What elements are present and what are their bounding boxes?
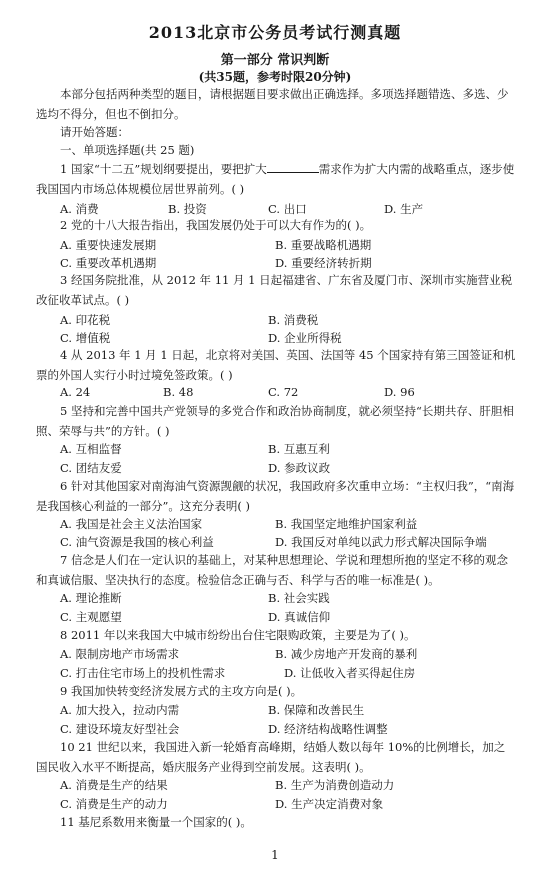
- q6-option-b: B. 我国坚定地维护国家利益: [275, 517, 418, 531]
- q10-option-c: C. 消费是生产的动力: [60, 797, 168, 811]
- start-prompt: 请开始答题：: [60, 125, 129, 139]
- q9-option-a: A. 加大投入，拉动内需: [60, 703, 180, 717]
- q1-option-c: C. 出口: [268, 202, 307, 216]
- q8-option-d: D. 让低收入者买得起住房: [284, 666, 416, 680]
- question-10: 10 21 世纪以来，我国进入新一轮婚育高峰期，结婚人数以每年 10%的比例增长，加之国民收入水平不断提高，婚庆服务产业得到空前发展。这表明( )。: [36, 740, 506, 774]
- question-6: 6 针对其他国家对南海油气资源觊觎的状况，我国政府多次重申立场：“主权归我”，“南海是我国核心利益的一部分”。这充分表明( ): [36, 479, 515, 513]
- q10-option-a: A. 消费是生产的结果: [60, 778, 168, 792]
- q3-option-a: A. 印花税: [60, 313, 111, 327]
- q5-option-a: A. 互相监督: [60, 442, 122, 456]
- instructions-paragraph: 本部分包括两种类型的题目，请根据题目要求做出正确选择。多项选择题错选、多选、少选均不得分，但也不倒扣分。: [36, 87, 509, 121]
- answer-blank: [267, 161, 319, 173]
- q4-option-b: B. 48: [163, 385, 194, 399]
- q5-option-c: C. 团结友爱: [60, 461, 122, 475]
- q9-option-d: D. 经济结构战略性调整: [268, 722, 388, 736]
- q4-option-a: A. 24: [60, 385, 91, 399]
- q7-option-a: A. 理论推断: [60, 591, 122, 605]
- q3-option-c: C. 增值税: [60, 331, 111, 345]
- q8-option-b: B. 减少房地产开发商的暴利: [275, 647, 418, 661]
- q7-option-b: B. 社会实践: [268, 591, 330, 605]
- question-9: 9 我国加快转变经济发展方式的主攻方向是( )。: [60, 684, 303, 698]
- page-number: 1: [271, 848, 279, 862]
- question-8: 8 2011 年以来我国大中城市纷纷出台住宅限购政策，主要是为了( )。: [60, 628, 416, 642]
- question-5: 5 坚持和完善中国共产党领导的多党合作和政治协商制度，就必须坚持“长期共存、肝胆相照、荣辱与共”的方针。( ): [36, 404, 514, 438]
- q9-option-b: B. 保障和改善民生: [268, 703, 365, 717]
- question-7: 7 信念是人们在一定认识的基础上，对某种思想理论、学说和理想所抱的坚定不移的观念和真诚信服、坚决执行的态度。检验信念正确与否、科学与否的唯一标准是( )。: [36, 553, 508, 587]
- q6-option-a: A. 我国是社会主义法治国家: [60, 517, 203, 531]
- q1-option-d: D. 生产: [384, 202, 424, 216]
- part-heading: 第一部分 常识判断: [220, 53, 330, 68]
- q9-option-c: C. 建设环境友好型社会: [60, 722, 180, 736]
- question-1-stem-b: 需求作为扩大内需的战略重点，逐步使我国国内市场总体规模位居世界前列。( ): [36, 162, 515, 196]
- q2-option-b: B. 重要战略机遇期: [275, 238, 372, 252]
- q4-option-c: C. 72: [268, 385, 299, 399]
- page-title: 2013北京市公务员考试行测真题: [148, 23, 402, 42]
- q5-option-d: D. 参政议政: [268, 461, 331, 475]
- question-11: 11 基尼系数用来衡量一个国家的( )。: [60, 815, 252, 829]
- q7-option-d: D. 真诚信仰: [268, 610, 331, 624]
- q7-option-c: C. 主观愿望: [60, 610, 122, 624]
- q3-option-b: B. 消费税: [268, 313, 319, 327]
- q6-option-d: D. 我国反对单纯以武力形式解决国际争端: [275, 535, 487, 549]
- q6-option-c: C. 油气资源是我国的核心利益: [60, 535, 214, 549]
- q8-option-a: A. 限制房地产市场需求: [60, 647, 180, 661]
- q10-option-d: D. 生产决定消费对象: [275, 797, 384, 811]
- q2-option-d: D. 重要经济转折期: [275, 256, 372, 270]
- section-heading: 一、单项选择题(共 25 题): [60, 143, 195, 157]
- q1-option-b: B. 投资: [168, 202, 207, 216]
- q2-option-c: C. 重要改革机遇期: [60, 256, 157, 270]
- q10-option-b: B. 生产为消费创造动力: [275, 778, 395, 792]
- q3-option-d: D. 企业所得税: [268, 331, 342, 345]
- q5-option-b: B. 互惠互利: [268, 442, 330, 456]
- q8-option-c: C. 打击住宅市场上的投机性需求: [60, 666, 226, 680]
- question-3: 3 经国务院批准，从 2012 年 11 月 1 日起福建省、广东省及厦门市、深圳市实施营业税改征收革试点。( ): [36, 273, 513, 307]
- question-2: 2 党的十八大报告指出，我国发展仍处于可以大有作为的( )。: [60, 218, 372, 232]
- q4-option-d: D. 96: [384, 385, 415, 399]
- question-4: 4 从 2013 年 1 月 1 日起，北京将对美国、英国、法国等 45 个国家持有第三国签证和机票的外国人实行小时过境免签政策。( ): [36, 348, 516, 382]
- q2-option-a: A. 重要快速发展期: [60, 238, 157, 252]
- q1-option-a: A. 消费: [60, 202, 99, 216]
- question-1-stem-a: 1 国家“十二五”规划纲要提出，要把扩大: [60, 162, 267, 176]
- part-note: (共35题，参考时限20分钟): [198, 70, 352, 84]
- question-1: [36, 160, 516, 199]
